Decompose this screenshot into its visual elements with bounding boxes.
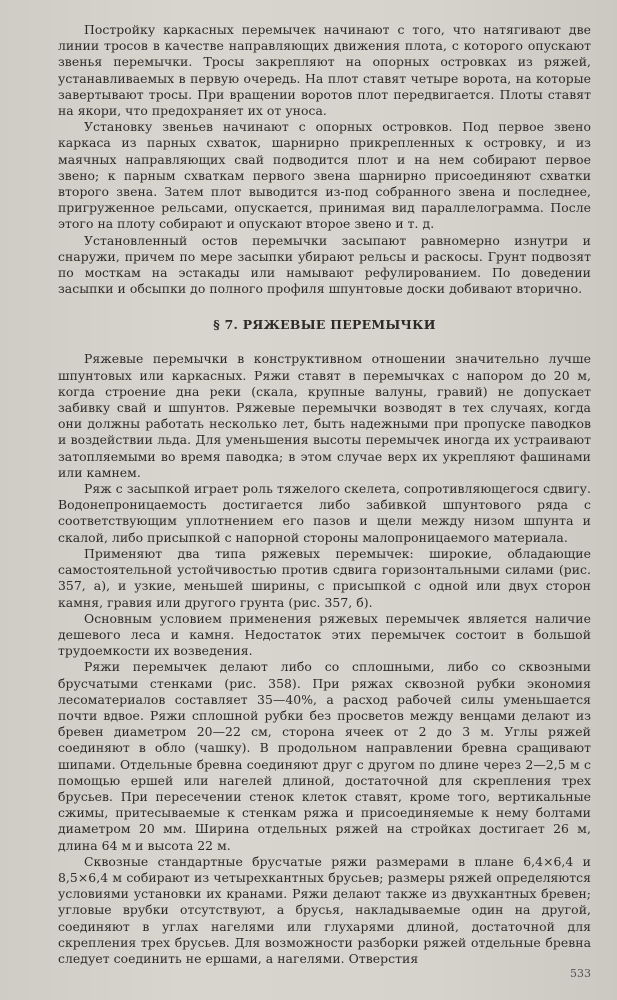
paragraph: Ряж с засыпкой играет роль тяжелого скелета, сопротивляющегося сдвигу. Водонепроницаемость достигается либо забивкой шпунтового ряда с соответствующим уплотнением его пазов и щели между низом шпунта и скалой, либо присыпкой с напорной стороны малопроницаемого материала. [58, 481, 591, 545]
section-title: § 7. РЯЖЕВЫЕ ПЕРЕМЫЧКИ [213, 317, 436, 333]
paragraph: Ряжи перемычек делают либо со сплошными, либо со сквозными брусчатыми стенками (рис. 358). При ряжах сквозной рубки экономия лесоматериалов составляет 35—40%, а расход рабочей силы уменьшается почти вдвое. Ряжи сплошной рубки без просветов между венцами делают из бревен диаметром 20—22 см, сторона ячеек от 2 до 3 м. Углы ряжей соединяют в обло (чашку). В продольном направлении бревна сращивают шипами. Отдельные бревна соединяют друг с другом по длине через 2—2,5 м с помощью ершей или нагелей длиной, достаточной для скрепления трех брусьев. При пересечении стенок клеток ставят, кроме того, вертикальные сжимы, притесываемые к стенкам ряжа и присоединяемые к нему болтами диаметром 20 мм. Ширина отдельных ряжей на стройках достигает 26 м, длина 64 м и высота 22 м. [58, 659, 591, 853]
page-number: 533 [570, 967, 591, 980]
paragraph: Ряжевые перемычки в конструктивном отношении значительно лучше шпунтовых или каркасных. Ряжи ставят в перемычках с напором до 20 м, когда строение дна реки (скала, крупные валуны, гравий) не допускает забивку свай и шпунтов. Ряжевые перемычки возводят в тех случаях, когда они должны работать несколько лет, быть надежными при пропуске паводков и воздействии льда. Для уменьшения высоты перемычек иногда их устраивают затопляемыми во время паводка; в этом случае верх их укрепляют фашинами или камнем. [58, 351, 591, 480]
paragraph: Основным условием применения ряжевых перемычек является наличие дешевого леса и камня. Недостаток этих перемычек состоит в большой трудоемкости их возведения. [58, 610, 591, 659]
paragraph: Применяют два типа ряжевых перемычек: широкие, обладающие самостоятельной устойчивостью против сдвига горизонтальными силами (рис. 357, а), и узкие, меньшей ширины, с присыпкой с одной или двух сторон камня, гравия или другого грунта (рис. 357, б). [58, 545, 591, 610]
paragraph: Установленный остов перемычки засыпают равномерно изнутри и снаружи, причем по мере засыпки убирают рельсы и раскосы. Грунт подвозят по мосткам на эстакады или намывают рефулированием. По доведении засыпки и обсыпки до полного профиля шпунтовые доски добивают вторично. [58, 232, 591, 297]
paragraph: Сквозные стандартные брусчатые ряжи размерами в плане 6,4×6,4 и 8,5×6,4 м собирают из четырехкантных брусьев; размеры ряжей определяются условиями установки их кранами. Ряжи делают также из двухкантных бревен; угловые врубки отсутствуют, а брусья, накладываемые один на другой, соединяют в углах нагелями или глухарями длиной, достаточной для скрепления трех брусьев. Для возможности разборки ряжей отдельные бревна следует соединить не ершами, а нагелями. Отверстия [58, 853, 591, 966]
paragraph: Постройку каркасных перемычек начинают с того, что натягивают две линии тросов в качестве направляющих движения плота, с которого опускают звенья перемычки. Тросы закрепляют на опорных островках из ряжей, устанавливаемых в первую очередь. На плот ставят четыре ворота, на которые завертывают тросы. При вращении воротов плот передвигается. Плоты ставят на якори, что предохраняет их от уноса. [58, 22, 591, 119]
paragraph: Установку звеньев начинают с опорных островков. Под первое звено каркаса из парных схваток, шарнирно прикрепленных к островку, и из маячных направляющих свай подводится плот и на нем собирают первое звено; к парным схваткам первого звена шарнирно присоединяют схватки второго звена. Затем плот выводится из-под собранного звена и последнее, пригруженное рельсами, опускается, принимая вид параллелограмма. После этого на плоту собирают и опускают второе звено и т. д. [58, 119, 591, 232]
